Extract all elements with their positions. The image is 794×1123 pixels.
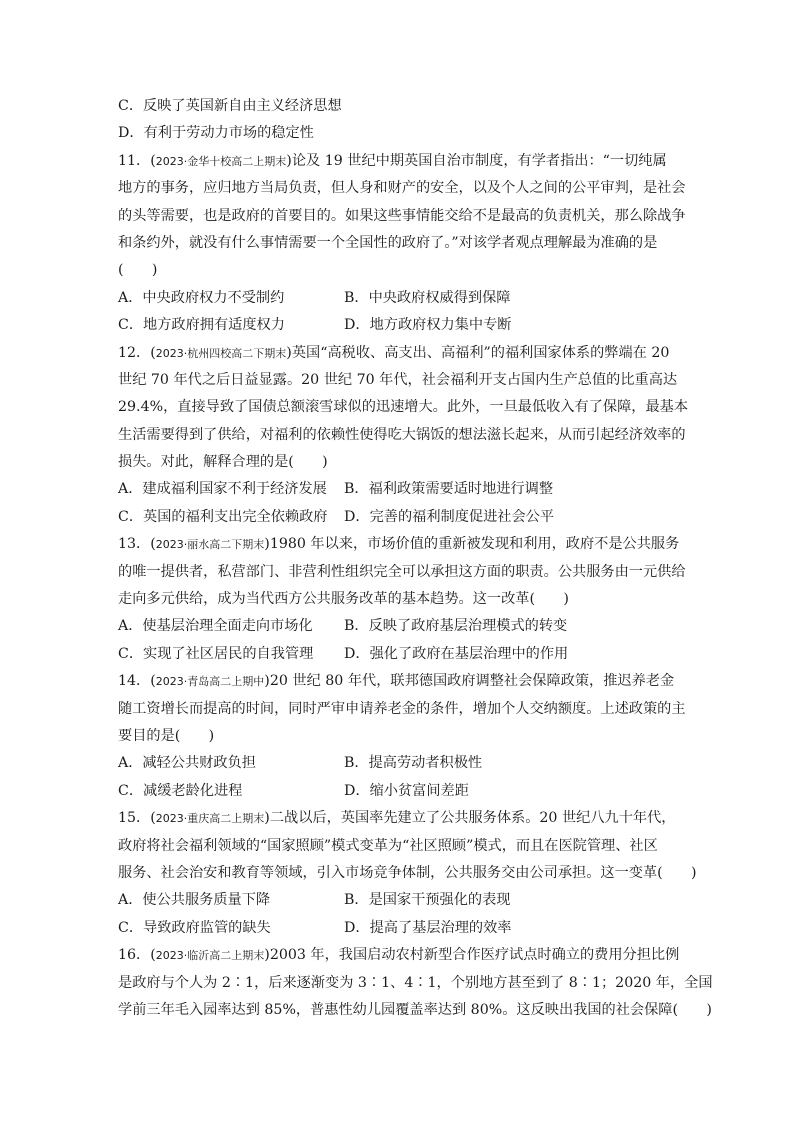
question-line bbox=[118, 531, 678, 558]
question-text: 要目的是( ) bbox=[118, 727, 215, 744]
option-choice: C．地方政府拥有适度权力 bbox=[118, 317, 285, 334]
option-choice: A．减轻公共财政负担 bbox=[118, 755, 256, 772]
option-row bbox=[118, 778, 678, 805]
option-choice: A．使基层治理全面走向市场化 bbox=[118, 618, 313, 635]
option-choice: C．英国的福利支出完全依赖政府 bbox=[118, 508, 328, 525]
question-line bbox=[118, 257, 678, 284]
question-line bbox=[118, 422, 686, 449]
option-row bbox=[118, 504, 678, 531]
question-line bbox=[118, 559, 686, 586]
question-line bbox=[118, 833, 678, 860]
question-number: 14．( bbox=[118, 673, 156, 690]
question-source: 2023·青岛高二上期中 bbox=[155, 675, 265, 689]
option-choice: A．中央政府权力不受制约 bbox=[118, 289, 285, 306]
option-choice: B．福利政策需要适时地进行调整 bbox=[344, 481, 554, 498]
question-line bbox=[118, 723, 678, 750]
option-choice: B．提高劳动者积极性 bbox=[344, 755, 483, 772]
question-line bbox=[118, 696, 686, 723]
question-number: 12．( bbox=[118, 344, 156, 361]
question-text: )英国“高税收、高支出、高福利”的福利国家体系的弊端在 20 bbox=[286, 344, 670, 361]
question-line bbox=[118, 586, 678, 613]
question-text: 学前三年毛入园率达到 85%，普惠性幼儿园覆盖率达到 80%。这反映出我国的社会保障( ) bbox=[118, 1001, 712, 1018]
question-line bbox=[118, 340, 678, 367]
option-row bbox=[118, 915, 678, 942]
question-text: )1980 年以来，市场价值的重新被发现和利用，政府不是公共服务 bbox=[264, 536, 680, 553]
option-choice: D．地方政府权力集中专断 bbox=[344, 317, 512, 334]
option-choice: D．提高了基层治理的效率 bbox=[344, 919, 512, 936]
question-line bbox=[118, 148, 678, 175]
question-text: )2003 年，我国启动农村新型合作医疗试点时确立的费用分担比例 bbox=[264, 947, 680, 964]
question-number: 11．( bbox=[118, 152, 156, 169]
question-text: 服务、社会治安和教育等领域，引入市场竞争体制，公共服务交由公司承担。这一变革( ) bbox=[118, 864, 697, 881]
question-text: 走向多元供给，成为当代西方公共服务改革的基本趋势。这一改革( ) bbox=[118, 591, 569, 608]
question-source: 2023·丽水高二下期末 bbox=[155, 538, 265, 552]
question-text: 和条约外，就没有什么事情需要一个全国性的政府了。”对该学者观点理解最为准确的是 bbox=[118, 234, 658, 251]
question-source: 2023·重庆高二上期末 bbox=[155, 812, 265, 826]
option-line: C．反映了英国新自由主义经济思想 bbox=[118, 98, 342, 114]
option-row bbox=[118, 887, 678, 914]
question-line bbox=[118, 175, 686, 202]
question-text: 世纪 70 年代之后日益显露。20 世纪 70 年代，社会福利开支占国内生产总值的比重高达 bbox=[118, 371, 678, 388]
question-line bbox=[118, 970, 713, 997]
question-line bbox=[118, 394, 689, 421]
option-choice: D．强化了政府在基层治理中的作用 bbox=[344, 645, 569, 662]
question-line bbox=[118, 942, 678, 969]
option-choice: D．缩小贫富间差距 bbox=[344, 782, 469, 799]
option-row bbox=[118, 750, 678, 777]
option-row bbox=[118, 613, 678, 640]
question-line bbox=[118, 668, 678, 695]
option-choice: A．建成福利国家不利于经济发展 bbox=[118, 481, 327, 498]
question-line bbox=[118, 805, 678, 832]
option-choice: C．实现了社区居民的自我管理 bbox=[118, 645, 314, 662]
option-line: D．有利于劳动力市场的稳定性 bbox=[118, 125, 314, 142]
exam-page-content bbox=[118, 93, 713, 1024]
question-line bbox=[118, 860, 697, 887]
question-source: 2023·杭州四校高二下期末 bbox=[155, 346, 287, 360]
question-text: 损失。对此，解释合理的是( ) bbox=[118, 454, 328, 471]
question-line bbox=[118, 367, 678, 394]
question-source: 2023·金华十校高二上期末 bbox=[155, 154, 287, 168]
option-row bbox=[118, 285, 678, 312]
option-choice: D．完善的福利制度促进社会公平 bbox=[344, 508, 555, 525]
option-row bbox=[118, 476, 678, 503]
question-number: 13．( bbox=[118, 536, 156, 553]
option-choice: C．减缓老龄化进程 bbox=[118, 782, 243, 799]
option-choice: A．使公共服务质量下降 bbox=[118, 892, 271, 909]
option-choice: B．中央政府权威得到保障 bbox=[344, 289, 511, 306]
question-text: 是政府与个人为 2∶1，后来逐渐变为 3∶1、4∶1，个别地方甚至到了 8∶1；2020 年，全国 bbox=[118, 974, 713, 991]
question-line bbox=[118, 203, 686, 230]
question-number: 16．( bbox=[118, 947, 156, 964]
question-number: 15．( bbox=[118, 810, 156, 827]
question-text: 的头等需要，也是政府的首要目的。如果这些事情能交给不是最高的负责机关，那么除战争 bbox=[118, 207, 686, 224]
question-text: 政府将社会福利领域的“国家照顾”模式变革为“社区照顾”模式，而且在医院管理、社区 bbox=[118, 837, 658, 854]
question-text: )论及 19 世纪中期英国自治市制度，有学者指出：“一切纯属 bbox=[286, 152, 667, 169]
question-text: 29.4%，直接导致了国债总额滚雪球似的迅速增大。此外，一旦最低收入有了保障，最基本 bbox=[118, 399, 689, 416]
option-row bbox=[118, 641, 678, 668]
question-text: )20 世纪 80 年代，联邦德国政府调整社会保障政策，推迟养老金 bbox=[264, 673, 675, 690]
option-row bbox=[118, 312, 678, 339]
question-source: 2023·临沂高二上期末 bbox=[155, 949, 265, 963]
option-choice: B．是国家干预强化的表现 bbox=[344, 892, 511, 909]
question-line bbox=[118, 449, 678, 476]
question-text: 随工资增长而提高的时间，同时严审申请养老金的条件，增加个人交纳额度。上述政策的主 bbox=[118, 700, 686, 717]
question-text: ( ) bbox=[118, 262, 158, 279]
option-choice: B．反映了政府基层治理模式的转变 bbox=[344, 618, 568, 635]
question-text: 生活需要得到了供给，对福利的依赖性使得吃大锅饭的想法滋长起来，从而引起经济效率的 bbox=[118, 426, 686, 443]
question-text: )二战以后，英国率先建立了公共服务体系。20 世纪八九十年代， bbox=[264, 810, 676, 827]
question-text: 的唯一提供者，私营部门、非营利性组织完全可以承担这方面的职责。公共服务由一元供给 bbox=[118, 563, 686, 580]
question-line bbox=[118, 997, 712, 1024]
option-choice: C．导致政府监管的缺失 bbox=[118, 919, 271, 936]
question-text: 地方的事务，应归地方当局负责，但人身和财产的安全，以及个人之间的公平审判，是社会 bbox=[118, 180, 686, 197]
question-line bbox=[118, 230, 678, 257]
